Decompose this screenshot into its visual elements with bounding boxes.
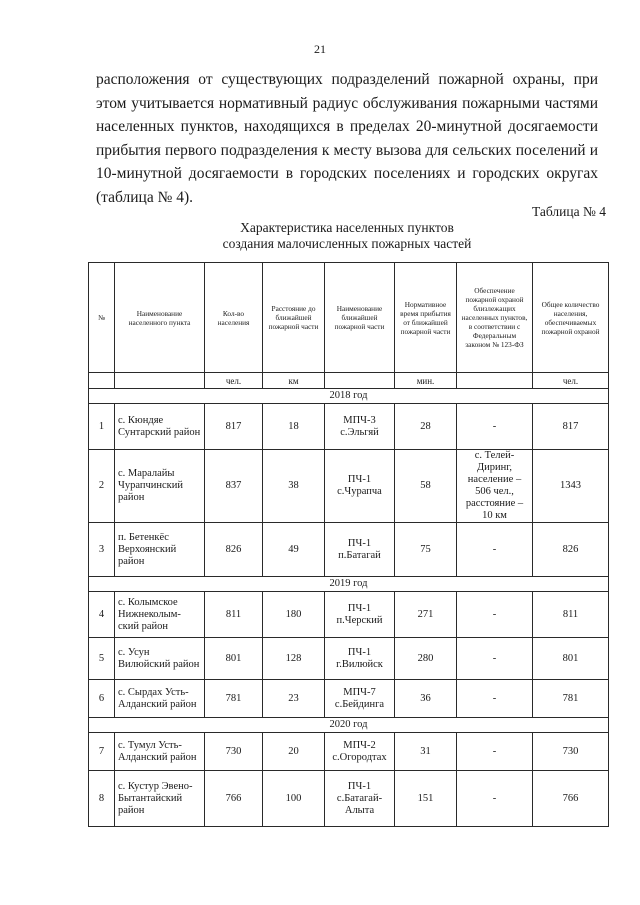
cell-distance: 49 [263,523,325,577]
cell-settlement-name: с. Сырдах Усть-Алданский район [115,680,205,718]
cell-coverage: - [457,638,533,680]
cell-distance: 20 [263,733,325,771]
header-cell-time: Нормативное время прибытия от ближайшей пожарной части [395,263,457,373]
cell-population: 837 [205,450,263,523]
cell-number: 6 [89,680,115,718]
cell-number: 5 [89,638,115,680]
cell-total-population: 781 [533,680,609,718]
table-row [89,771,609,827]
cell-total-population: 817 [533,404,609,450]
cell-number: 2 [89,450,115,523]
cell-settlement-name: с. Тумул Усть-Алданский район [115,733,205,771]
cell-settlement-name: с. Колымское Нижнеколым-ский район [115,592,205,638]
body-paragraph: расположения от существующих подразделений пожарной охраны, при этом учитывается нормативный радиус обслуживания пожарными частями населенных пунктов, находящихся в пределах 20-минутной досягаемости прибытия первого подразделения к месту вызова для сельских поселений и 10-минутной досягаемости в городских поселениях и городских округах (таблица № 4). [96,71,598,206]
cell-arrival-time: 280 [395,638,457,680]
header-row [89,263,609,373]
header-cell-coverage: Обеспечение пожарной охраной близлежащих населенных пунктов, в соответствии с Федеральным законом № 123-ФЗ [457,263,533,373]
units-row [89,373,609,389]
header-cell-distance: Расстояние до ближайшей пожарной части [263,263,325,373]
year-row [89,389,609,404]
cell-nearest-station: МПЧ-7 с.Бейдинга [325,680,395,718]
cell-nearest-station: МПЧ-2 с.Огородтах [325,733,395,771]
cell-settlement-name: с. Кустур Эвено-Бытантайский район [115,771,205,827]
cell-coverage: - [457,592,533,638]
cell-distance: 18 [263,404,325,450]
cell-number: 7 [89,733,115,771]
units-cell [89,373,115,389]
cell-total-population: 811 [533,592,609,638]
units-cell [115,373,205,389]
year-row [89,577,609,592]
cell-nearest-station: ПЧ-1 г.Вилюйск [325,638,395,680]
cell-coverage: - [457,733,533,771]
year-cell: 2020 год [89,718,609,733]
cell-arrival-time: 28 [395,404,457,450]
table-body [89,263,609,827]
page-number: 21 [314,42,326,56]
table-row [89,592,609,638]
cell-total-population: 766 [533,771,609,827]
cell-settlement-name: с. Усун Вилюйский район [115,638,205,680]
units-cell [325,373,395,389]
header-cell-name: Наименование населенного пункта [115,263,205,373]
cell-number: 4 [89,592,115,638]
cell-settlement-name: с. Маралайы Чурапчинский район [115,450,205,523]
units-cell-distance: км [263,373,325,389]
cell-total-population: 826 [533,523,609,577]
cell-distance: 23 [263,680,325,718]
cell-arrival-time: 151 [395,771,457,827]
cell-population: 730 [205,733,263,771]
cell-total-population: 1343 [533,450,609,523]
units-cell-time: мин. [395,373,457,389]
table-row [89,638,609,680]
cell-number: 1 [89,404,115,450]
table-row [89,450,609,523]
table-row [89,733,609,771]
units-cell-total: чел. [533,373,609,389]
cell-coverage: с. Телей-Диринг, население – 506 чел., расстояние – 10 км [457,450,533,523]
cell-arrival-time: 36 [395,680,457,718]
cell-coverage: - [457,680,533,718]
header-cell-population: Кол-во населения [205,263,263,373]
header-cell-total: Общее количество населения, обеспечиваемых пожарной охраной [533,263,609,373]
cell-population: 811 [205,592,263,638]
cell-population: 781 [205,680,263,718]
cell-nearest-station: МПЧ-3 с.Эльгяй [325,404,395,450]
year-cell: 2019 год [89,577,609,592]
table-row [89,680,609,718]
cell-population: 766 [205,771,263,827]
table-title [96,220,598,252]
cell-distance: 128 [263,638,325,680]
header-cell-number: № [89,263,115,373]
cell-arrival-time: 31 [395,733,457,771]
cell-population: 801 [205,638,263,680]
cell-population: 826 [205,523,263,577]
table-label: Таблица № 4 [532,204,606,219]
table-row [89,404,609,450]
year-row [89,718,609,733]
header-cell-station: Наименование ближайшей пожарной части [325,263,395,373]
table-row [89,523,609,577]
cell-arrival-time: 58 [395,450,457,523]
cell-settlement-name: с. Кюндяе Сунтарский район [115,404,205,450]
cell-nearest-station: ПЧ-1 п.Черский [325,592,395,638]
settlements-table-wrapper [88,262,608,827]
cell-nearest-station: ПЧ-1 с.Чурапча [325,450,395,523]
cell-nearest-station: ПЧ-1 с.Батагай-Алыта [325,771,395,827]
cell-settlement-name: п. Бетенкёс Верхоянский район [115,523,205,577]
year-cell: 2018 год [89,389,609,404]
cell-total-population: 801 [533,638,609,680]
cell-total-population: 730 [533,733,609,771]
cell-population: 817 [205,404,263,450]
cell-coverage: - [457,771,533,827]
cell-number: 3 [89,523,115,577]
table-title-line-2: создания малочисленных пожарных частей [222,236,472,251]
cell-nearest-station: ПЧ-1 п.Батагай [325,523,395,577]
table-title-line-1: Характеристика населенных пунктов [240,220,454,235]
cell-distance: 100 [263,771,325,827]
cell-arrival-time: 271 [395,592,457,638]
settlements-table [88,262,609,827]
units-cell-population: чел. [205,373,263,389]
units-cell [457,373,533,389]
cell-coverage: - [457,523,533,577]
cell-coverage: - [457,404,533,450]
cell-distance: 38 [263,450,325,523]
cell-distance: 180 [263,592,325,638]
cell-number: 8 [89,771,115,827]
cell-arrival-time: 75 [395,523,457,577]
